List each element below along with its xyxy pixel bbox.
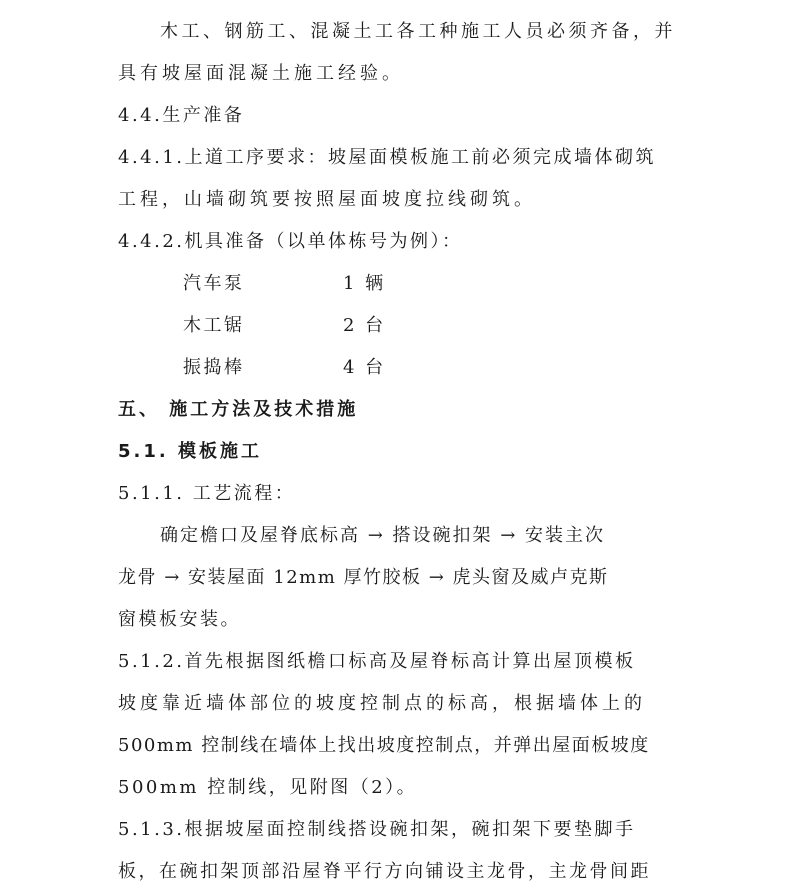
equipment-qty: 2 台 <box>343 315 386 336</box>
equipment-qty: 1 辆 <box>343 273 386 294</box>
paragraph-line: 500mm 控制线在墙体上找出坡度控制点，并弹出屋面板坡度 <box>118 735 650 756</box>
paragraph-line: 坡度靠近墙体部位的坡度控制点的标高，根据墙体上的 <box>118 693 646 714</box>
paragraph-line: 具有坡屋面混凝土施工经验。 <box>118 63 404 84</box>
paragraph-line: 板，在碗扣架顶部沿屋脊平行方向铺设主龙骨，主龙骨间距 <box>118 861 651 882</box>
paragraph-line: 工程，山墙砌筑要按照屋面坡度拉线砌筑。 <box>118 189 536 210</box>
paragraph-line: 5.1.2.首先根据图纸檐口标高及屋脊标高计算出屋顶模板 <box>118 651 636 672</box>
paragraph-line: 5.1.3.根据坡屋面控制线搭设碗扣架，碗扣架下要垫脚手 <box>118 819 636 840</box>
paragraph-line: 窗模板安装。 <box>118 609 241 630</box>
section-heading-5-1: 5.1. 模板施工 <box>118 441 262 462</box>
section-heading-5: 五、 施工方法及技术措施 <box>118 399 359 420</box>
paragraph-line: 500mm 控制线，见附图（2）。 <box>118 777 418 798</box>
paragraph-line: 木工、钢筋工、混凝土工各工种施工人员必须齐备，并 <box>160 21 676 42</box>
equipment-name: 振捣棒 <box>183 357 245 378</box>
paragraph-line: 4.4.2.机具准备（以单体栋号为例）： <box>118 231 463 252</box>
equipment-name: 木工锯 <box>183 315 245 336</box>
paragraph-line: 4.4.1.上道工序要求：坡屋面模板施工前必须完成墙体砌筑 <box>118 147 657 168</box>
section-heading-4-4: 4.4.生产准备 <box>118 105 245 126</box>
paragraph-line: 确定檐口及屋脊底标高 → 搭设碗扣架 → 安装主次 <box>160 525 606 546</box>
section-heading-5-1-1: 5.1.1. 工艺流程： <box>118 483 296 504</box>
paragraph-line: 龙骨 → 安装屋面 12mm 厚竹胶板 → 虎头窗及威卢克斯 <box>118 567 609 588</box>
equipment-qty: 4 台 <box>343 357 386 378</box>
equipment-name: 汽车泵 <box>183 273 245 294</box>
